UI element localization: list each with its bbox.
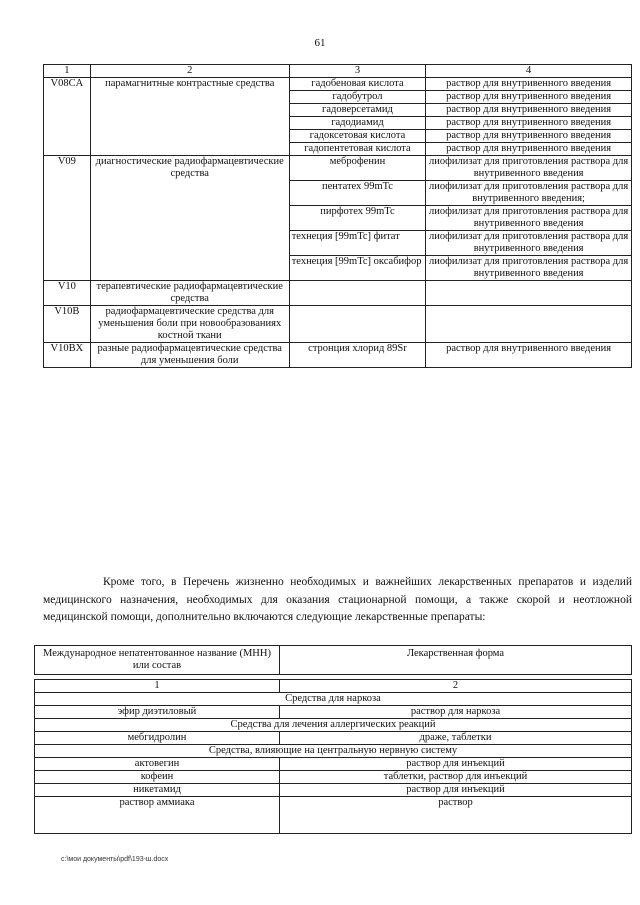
drug-name: гадопентетовая кислота xyxy=(289,143,426,156)
drug-group: диагностические радиофармацевтические средства xyxy=(90,156,289,281)
drug-group: разные радиофармацевтические средства для уменьшения боли xyxy=(90,343,289,368)
drug-table-header xyxy=(34,645,632,675)
dosage-form: раствор для внутривенного введения xyxy=(426,117,632,130)
section-title: Средства для наркоза xyxy=(35,693,632,706)
additional-drugs-table xyxy=(34,679,632,834)
column-number: 2 xyxy=(90,65,289,78)
dosage-form: лиофилизат для приготовления раствора для внутривенного введения; xyxy=(426,181,632,206)
drug-name: меброфенин xyxy=(289,156,426,181)
drug-row xyxy=(35,784,632,797)
table-row xyxy=(44,343,632,368)
column-number: 1 xyxy=(44,65,91,78)
dosage-form: раствор xyxy=(280,797,632,834)
section-row xyxy=(35,693,632,706)
table-row xyxy=(44,78,632,91)
dosage-form: лиофилизат для приготовления раствора для внутривенного введения xyxy=(426,256,632,281)
table-row xyxy=(44,306,632,343)
atc-code: V10B xyxy=(44,306,91,343)
section-title: Средства для лечения аллергических реакций xyxy=(35,719,632,732)
drug-name: технеция [99mTc] оксабифор xyxy=(289,256,426,281)
drug-group: парамагнитные контрастные средства xyxy=(90,78,289,156)
table-row xyxy=(44,156,632,181)
dosage-form: лиофилизат для приготовления раствора для внутривенного введения xyxy=(426,206,632,231)
drug-name: гадобутрол xyxy=(289,91,426,104)
drug-name: раствор аммиака xyxy=(35,797,280,834)
num-col2: 2 xyxy=(280,680,632,693)
intro-paragraph xyxy=(43,574,632,627)
drug-name: гадоверсетамид xyxy=(289,104,426,117)
dosage-form: таблетки, раствор для инъекций xyxy=(280,771,632,784)
dosage-form: лиофилизат для приготовления раствора для внутривенного введения xyxy=(426,231,632,256)
drug-name: стронция хлорид 89Sr xyxy=(289,343,426,368)
drug-row xyxy=(35,706,632,719)
dosage-form: драже, таблетки xyxy=(280,732,632,745)
atc-code: V10 xyxy=(44,281,91,306)
drug-name: технеция [99mTc] фитат xyxy=(289,231,426,256)
drug-name: кофеин xyxy=(35,771,280,784)
dosage-form: раствор для внутривенного введения xyxy=(426,91,632,104)
drug-name: мебгидролин xyxy=(35,732,280,745)
atc-code: V08CA xyxy=(44,78,91,156)
empty-cell xyxy=(289,281,426,306)
dosage-form: раствор для инъекций xyxy=(280,758,632,771)
table-row xyxy=(44,281,632,306)
atc-code: V09 xyxy=(44,156,91,281)
file-path-footer: c:\мои документы\pdf\193-ш.docx xyxy=(61,856,169,863)
drug-name: никетамид xyxy=(35,784,280,797)
drug-name: гадобеновая кислота xyxy=(289,78,426,91)
header-row xyxy=(44,65,632,78)
drug-row xyxy=(35,797,632,834)
dosage-form: раствор для наркоза xyxy=(280,706,632,719)
empty-cell xyxy=(426,306,632,343)
atc-code: V10BX xyxy=(44,343,91,368)
drug-group: радиофармацевтические средства для уменьшения боли при новообразованиях костной ткани xyxy=(90,306,289,343)
section-title: Средства, влияющие на центральную нервную систему xyxy=(35,745,632,758)
column-number: 3 xyxy=(289,65,426,78)
drug-row xyxy=(35,771,632,784)
drug-name: пентатех 99mTc xyxy=(289,181,426,206)
dosage-form: раствор для внутривенного введения xyxy=(426,343,632,368)
drug-name: пирфотех 99mTc xyxy=(289,206,426,231)
dosage-form: лиофилизат для приготовления раствора для внутривенного введения xyxy=(426,156,632,181)
dosage-form: раствор для внутривенного введения xyxy=(426,104,632,117)
dosage-form: раствор для внутривенного введения xyxy=(426,143,632,156)
paragraph-text: Кроме того, в Перечень жизненно необходимых и важнейших лекарственных препаратов и изделий медицинского назначения, необходимых для оказания стационарной помощи, а также скорой и неотложной медицинской помощи, дополнительно включаются следующие лекарственные препараты: xyxy=(43,576,632,623)
drug-name: актовегин xyxy=(35,758,280,771)
empty-cell xyxy=(426,281,632,306)
drug-name: гадодиамид xyxy=(289,117,426,130)
drug-name: эфир диэтиловый xyxy=(35,706,280,719)
section-row xyxy=(35,719,632,732)
drug-row xyxy=(35,732,632,745)
section-row xyxy=(35,745,632,758)
dosage-form: раствор для внутривенного введения xyxy=(426,78,632,91)
drug-row xyxy=(35,758,632,771)
page-number: 61 xyxy=(314,37,326,49)
drug-group: терапевтические радиофармацевтические средства xyxy=(90,281,289,306)
empty-cell xyxy=(289,306,426,343)
drug-name: гадоксетовая кислота xyxy=(289,130,426,143)
drug-classification-table xyxy=(43,64,632,368)
header-form: Лекарственная форма xyxy=(280,646,632,675)
header-inn: Международное непатентованное название (МНН) или состав xyxy=(35,646,280,675)
dosage-form: раствор для инъекций xyxy=(280,784,632,797)
num-col1: 1 xyxy=(35,680,280,693)
column-number: 4 xyxy=(426,65,632,78)
dosage-form: раствор для внутривенного введения xyxy=(426,130,632,143)
